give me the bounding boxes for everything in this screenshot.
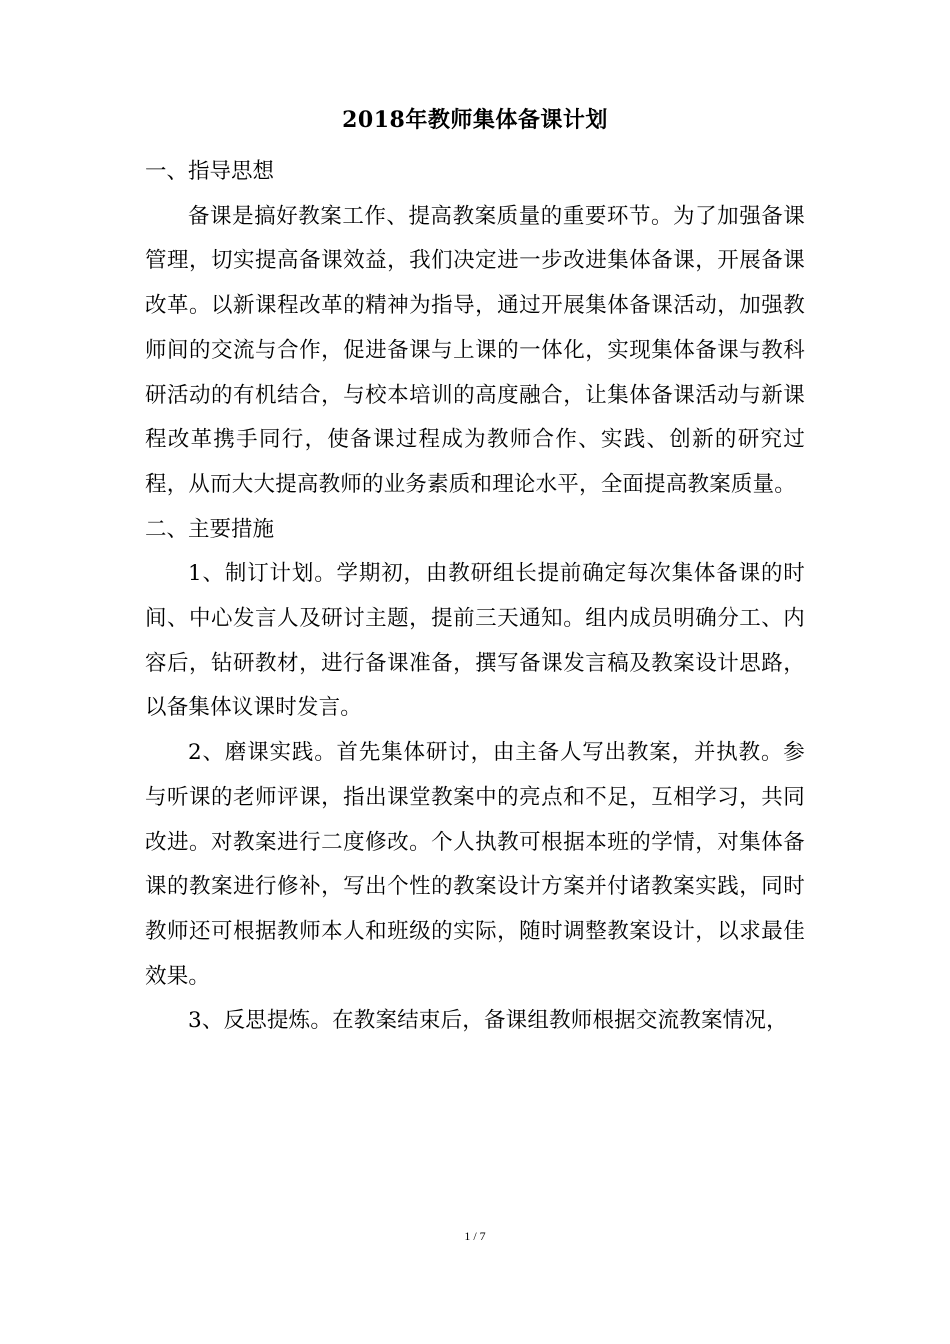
page-number: 1 / 7 <box>464 1229 486 1243</box>
section-heading: 二、主要措施 <box>145 516 275 542</box>
section-heading: 一、指导思想 <box>145 159 275 184</box>
paragraph: 2、磨课实践。首先集体研讨，由主备人写出教案，并执教。参与听课的老师评课，指出课堂教案中的亮点和不足，互相学习，共同改进。对教案进行二度修改。个人执教可根据本班的学情，对集体备课的教案进行修补，写出个性的教案设计方案并付诸教案实践，同时教师还可根据教师本人和班级的实际，随时调整教案设计，以求最佳效果。 <box>145 740 805 989</box>
paragraph: 备课是搞好教案工作、提高教案质量的重要环节。为了加强备课管理，切实提高备课效益，我们决定进一步改进集体备课，开展备课改革。以新课程改革的精神为指导，通过开展集体备课活动，加强教师间的交流与合作，促进备课与上课的一体化，实现集体备课与教科研活动的有机结合，与校本培训的高度融合，让集体备课活动与新课程改革携手同行，使备课过程成为教师合作、实践、创新的研究过程，从而大大提高教师的业务素质和理论水平，全面提高教案质量。 <box>145 203 805 497</box>
document-body <box>145 150 805 1044</box>
paragraph: 3、反思提炼。在教案结束后，备课组教师根据交流教案情况， <box>188 1008 788 1034</box>
paragraph: 1、制订计划。学期初，由教研组长提前确定每次集体备课的时间、中心发言人及研讨主题，提前三天通知。组内成员明确分工、内容后，钻研教材，进行备课准备，撰写备课发言稿及教案设计思路，以备集体议课时发言。 <box>145 561 805 721</box>
document-title: 2018年教师集体备课计划 <box>342 107 608 133</box>
